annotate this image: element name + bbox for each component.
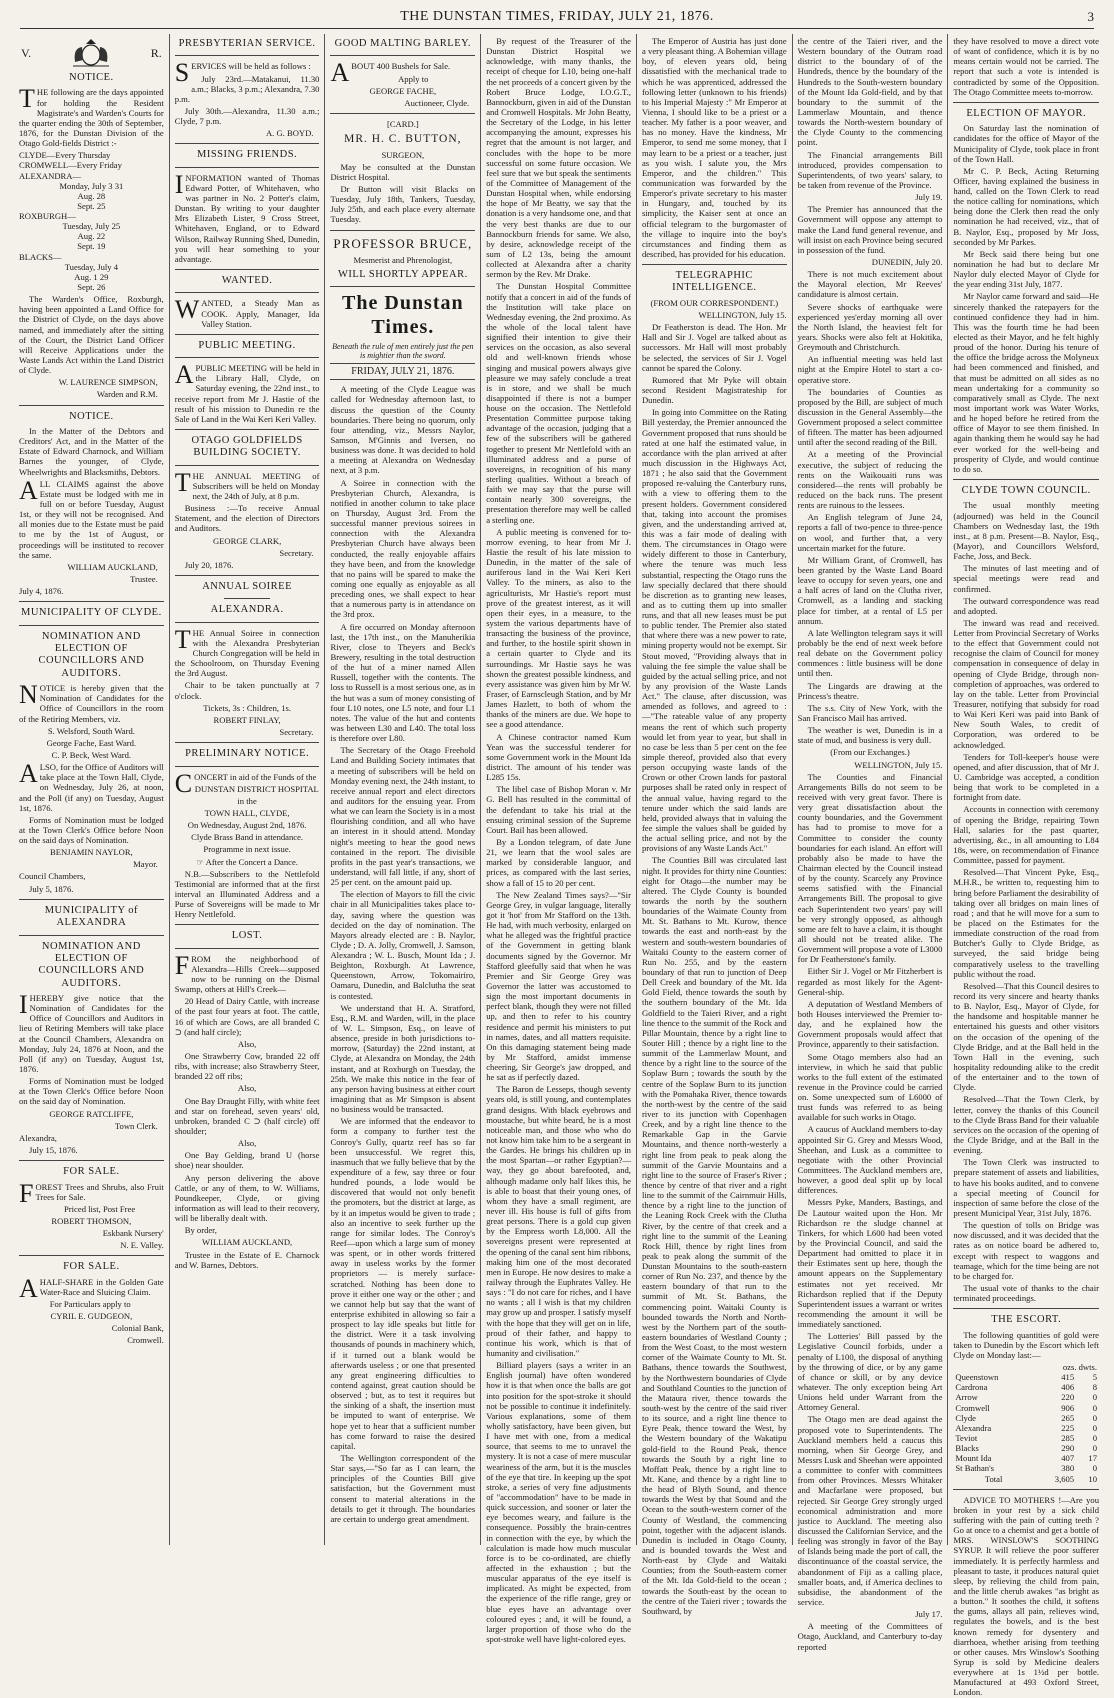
barley-apply: Apply to	[398, 73, 429, 84]
lost-also: Also,	[237, 1083, 257, 1094]
column-5	[637, 34, 793, 1616]
concert-in: in the	[237, 795, 257, 806]
escort-place: Alexandra	[955, 1422, 992, 1433]
divider	[175, 429, 320, 430]
telegram-paragraph: In going into Committee on the Rating Bill yesterday, the Premier announced the Government proposed that runs should be rated at one half the estimated value, in accordance with the plan arrived at after much discussion in the Highways Act, 1871 ; he also said that the Government proposed re-valuing the Canterbury runs, with a view to offering them to the present holders. Government considered that, taking into account the promises given, and the understanding arrived at, this was a fair mode of dealing with them. The circumstances in Otago were widely different to those in Canterbury, where the tenure was much less substantial, respecting the Otago runs the law specially declared that there should be discretion as to granting new leases, and as to cutting them up into smaller runs, and that all new leases must be put to public tender. The Premier also stated that where there was a new power to rate, mining property would not be exempt. Sir Stout moved, "Providing always that in valuing the fee simple the value shall be guided by the actual selling price, and not by any provision of the Waste Lands Act." The clause, after discussion, was amended as follows, and agreed to :—"The rateable value of any property means the rent of which such property would let from year to year, but shall in no case be less than 5 per cent on the fee simple thereof, provided also that every person occupying waste lands of the Crown or other Crown lands for pastoral purposes shall be rated only in respect of the annual value, having regard to the tenure under which the said lands are held, provided always that in valuing the fee simple the values shall be guided by the actual selling price, and not by the provisions of any Waste Lands Act."	[641, 407, 787, 854]
exchange-paragraph: Messrs Pyke, Manders, Bastings, and De Lautour waited upon the Hon. Mr Richardson re the sludge channel at Tinkers, for which L600 had been voted by the Provincial Council, and said the Department had omitted to place it in their Estimates sent up here, though the amount appears on the Supplementary estimates not yet received. Mr Richardson replied that if the Deputy Superintendent issues a warrant or writes recommending the amount it will be immediately sanctioned.	[797, 1197, 943, 1330]
mayor-paragraph: On Saturday last the nomination of candidates for the office of Mayor of the Municipality of Clyde, took place in front of the Town Hall.	[953, 123, 1099, 164]
crest-left-letter: V.	[21, 45, 32, 60]
column-6	[793, 34, 949, 1652]
schedule-line: Sept. 25	[77, 200, 106, 211]
section-heading: THE ESCORT.	[991, 1314, 1062, 1326]
divider	[175, 269, 320, 270]
signature: W. LAURENCE SIMPSON,	[58, 377, 158, 388]
escort-place: Mount Ida	[955, 1453, 992, 1464]
section-heading: MISSING FRIENDS.	[197, 149, 298, 161]
editorial-paragraph: We are informed that the endeavor to form a company to further test the Conroy's Gully, quartz reef has so far been unsuccessful. We regret this, inasmuch that we fully believe that by the expenditure of a few, say three or four hundred pounds, a lode would be discovered that would not only benefit the promoters, but the district at large, as by it an impetus would be given to trade ; also an incentive to seek further up the range for similar lodes. The Conroy's Reef—upon which a large sum of money was spent, or in other words frittered away in useless works by the former proprietors — is merely surface-scratched. Nothing has been done to prove it either one way or the other ; and we cannot help but say that the want of enterprise exhibited in allowing so fair a prospect to lay idle speaks but little for the district. Were it a task involving thousands of pounds in machinery which, if it turned out a blank would be afterwards useless ; or one that presented any great engineering difficulties to contend against, great caution should be observed ; but, as to test it requires but the sinking of a shaft, the insertion must be imputed to want of enterprise. We hope yet to hear that a sufficient number has come forward to raise the desired capital.	[330, 1116, 476, 1451]
columns	[14, 34, 1104, 1698]
land-office-notice: The Warden's Office, Roxburgh, having been appointed a Land Office for the District of Clyde, on the days above named, and immediately after the sitting of the Court, the District Land Officer will Receive Applications under the Waste Lands Act within the Land District of Clyde.	[19, 294, 164, 376]
page-number: 3	[1087, 9, 1094, 24]
column-7	[948, 34, 1104, 1698]
signature-title: N. E. Valley.	[120, 1240, 164, 1251]
schedule-line: Tuesday, July 4	[64, 261, 119, 272]
signature-title: Mayor.	[133, 859, 158, 870]
escort-place: Cardrona	[955, 1382, 988, 1393]
escort-ounces: 415	[1061, 1372, 1075, 1383]
section-heading: ELECTION OF MAYOR.	[966, 107, 1087, 119]
debtors-notice: In the Matter of the Debtors and Creditors' Act, and in the Matter of the Estate of Edward Charnock, and William Barnes the younger, of Clyde, Wheelwrights and Blacksmiths, Debtors.	[19, 425, 164, 477]
news-paragraph: Billiard players (says a writer in an English journal) have often wondered how it is that when once the balls are got into position for the spot-stroke it should not be possible to continue it indefinitely. Various explanations, some of them wholly satisfactory, have been given, but I have met with one, from a medical source, that seems to me to unravel the mystery. It is not a case of mere muscular weariness of the arm, but it is the muscles of the eye that tire. In keeping up the spot stroke, a series of very fine adjustments of "accommodation" have to be made in quick succession, and sooner or later the eye becomes weary, and failure is the consequence. Possibly the brain-centres in connection with the eye, by which the calculation is made how much muscular force is to be co-ordinated, are chiefly affected in the exhaustion ; but the muscular apparatus of the eye itself is implicated. As might be expected, from the experience of the rifle range, grey or blue eyes have an advantage over coloured eyes ; and, it will be found, a larger proportion of those who do the spot-stroke well have light-colored eyes.	[486, 1360, 631, 1644]
royal-crest	[21, 38, 162, 68]
escort-pennyweights: 0	[1092, 1402, 1097, 1413]
escort-table-body	[953, 1362, 1099, 1484]
forms-notice: Forms of Nomination must be lodged at the Town Clerk's Office before Noon on the said day of Nomination.	[19, 1076, 164, 1107]
exchange-paragraph: The Otago men are dead against the proposed vote to Superintendents. The Auckland members held a caucus this morning, when Sir George Grey, and Messrs Lusk and Sheehan were appointed a committee to confer with committees from other Provinces. Messrs Whitaker and Macfarlane were proposed, but rejected. Sir George Grey strongly urged economical administration and more justice to Auckland. The meeting also discussed the Californian Service, and the feeling was strongly in favor of the Bay of Islands being made the port of call, the discontinuance of the coastal service, the abandonment of Fiji as a calling place, smaller boats, and, if America declines to subsidise, the abandonment of the service.	[797, 1414, 943, 1607]
escort-ounces: 406	[1061, 1382, 1075, 1393]
divider	[175, 575, 320, 576]
lost-item: One Bay Draught Filly, with white feet and star on forehead, seven years' old, unbroken, branded C ⊃ (half circle) off shoulder;	[174, 1095, 320, 1137]
council-paragraph: The outward correspondence was read and adopted.	[953, 595, 1099, 616]
mayor-paragraph: Mr Beck said there being but one nomination he had but to declare Mr Naylor duly elected Mayor of Clyde for the year ending 31st July, 1877.	[953, 248, 1099, 290]
escort-row	[953, 1413, 1099, 1423]
nomination-notice: IHEREBY give notice that the Nomination of Candidates for the Office of Councillors and Auditors in lieu of Retiring Members will take place at the Council Chambers, Alexandra on Monday, July 24, 1876 at Noon, and the Poll (if any) on Tuesday, August 1st, 1876.	[19, 990, 164, 1074]
escort-place: Teviot	[955, 1432, 978, 1443]
dateline: DUNEDIN, July 20.	[871, 256, 943, 267]
concert-hall: TOWN HALL, CLYDE,	[204, 807, 290, 818]
concert-dance: ☞ After the Concert a Dance.	[196, 856, 298, 867]
exchange-paragraph: The Lotteries' Bill passed by the Legislative Council forbids, under a penalty of L100, the disposal of anything by the throwing of dice, or by any game of chance or skill, or by any device whatever. The only exception being Art Unions held under Warrant from the Attorney General.	[797, 1331, 943, 1413]
soiree-tickets: Tickets, 3s : Children, 1s.	[203, 702, 291, 713]
signature-title: Trustee in the Estate of E. Charnock and W. Barnes, Debtors.	[174, 1249, 320, 1270]
professor-appear: WILL SHORTLY APPEAR.	[337, 269, 468, 281]
section-subheading: ALEXANDRA.	[210, 604, 284, 616]
advertisement: ADVICE TO MOTHERS !—Are you broken in your rest by a sick child suffering with the pain of cutting teeth ? Go at once to a chemist and get a bottle of MRS. WINSLOW'S SOOTHING SYRUP. It will relieve the poor sufferer immediately. It is perfectly harmless and pleasant to taste, it produces natural quiet sleep, by relieving the child from pain, and the little cherub awakes "as bright as a button." It soothes the child, it softens the gums, allays all pain, relieves wind, regulates the bowels, and is the best known remedy for dysentery and diarrhoea, whether arising from teething or other causes. Mrs Winslow's Soothing Syrup is sold by Medicine dealers everywhere at 1s 1½d per bottle. Manufactured at 493 Oxford Street, London.	[953, 1494, 1099, 1698]
council-paragraph: The Town Clerk was instructed to prepare statement of assets and liabilities, to have his books audited, and to convene a special meeting of Council for inspection of same before the close of the present Municipal Year, 31st July, 1876.	[953, 1157, 1099, 1218]
telegram-paragraph: At a meeting of the Provincial executive, the subject of reducing the rents on the Waikouaiti runs was considered—the rents will probably be reduced on the back runs. The present rents are ruinous to the lessees.	[797, 449, 943, 511]
divider	[19, 1255, 164, 1256]
section-subheading: (From our Exchanges.)	[830, 747, 910, 758]
section-subheading: (FROM OUR CORRESPONDENT.)	[650, 297, 779, 308]
escort-units: ozs. dwts.	[1062, 1362, 1097, 1372]
signature: A. G. BOYD.	[265, 128, 314, 139]
lost-reward: Any person delivering the above Cattle, or any of them, to W. Williams, Poundkeeper, Clyde, or giving information as will lead to their recovery, will be liberally dealt with.	[174, 1172, 320, 1224]
service-notice: SERVICES will be held as follows :	[174, 58, 311, 88]
escort-total-row	[953, 1474, 1099, 1484]
concert-date: On Wednesday, August 2nd, 1876.	[187, 820, 307, 831]
escort-row	[953, 1423, 1099, 1433]
missing-notice: INFORMATION wanted of Thomas Edward Potter, of Whitehaven, who was partner in No. 2 Potter's claim, Dunstan. By writing to your daughter Mrs Elizabeth Lister, 9 Cross Street, Whitehaven, England, or to Edward Wilson, Railway Running Shed, Dunedin, you will hear something to your advantage.	[174, 169, 320, 264]
escort-ounces: 285	[1061, 1432, 1075, 1443]
escort-pennyweights: 0	[1092, 1422, 1097, 1433]
divider	[175, 292, 320, 293]
meeting-notice: APUBLIC MEETING will be held in the Library Hall, Clyde, on Saturday evening, the 22nd inst., to receive report from Mr J. Hastie of the result of his mission to Dunedin re the Sale of Land in the Wai Keri Keri Valley.	[174, 360, 320, 424]
schedule-line: ROXBURGH—	[19, 211, 76, 222]
council-paragraph: Resolved—That Vincent Pyke, Esq., M.H.R., be written to, requesting him to bring before Parliament the desirability of taking over all bridges on main lines of road ; and that he will move for a sum to be placed on the Estimates for the immediate construction of the road from Butcher's Gully to Clyde Bridge, as surveyed, the said bridge being comparatively useless to the travelling public without the road.	[953, 867, 1099, 979]
schedule-line: Sept. 26	[77, 282, 106, 293]
divider	[330, 113, 475, 114]
divider	[175, 622, 320, 623]
section-heading: CLYDE TOWN COUNCIL.	[961, 485, 1091, 496]
dateline: WELLINGTON, July 15.	[854, 759, 943, 770]
escort-row	[953, 1382, 1099, 1392]
society-notice: THE ANNUAL MEETING of Subscribers will be held on Monday next, the 24th of July, at 8 p.m.	[174, 467, 320, 502]
section-heading: ANNUAL SOIREE	[202, 581, 293, 593]
section-heading: GOOD MALTING BARLEY.	[334, 38, 471, 49]
divider	[175, 167, 320, 168]
divider	[330, 230, 475, 231]
coat-of-arms-icon	[69, 38, 113, 68]
dateline: July 17.	[915, 1609, 943, 1620]
news-paragraph: The Dunstan Hospital Committee notify that a concert in aid of the funds of the Institution will take place on Wednesday evening, the 2nd proximo. As the whole of the local talent have signified their intention to give their services on the occasion, as also several old and well-known friends whose singing and musical powers always give pleasure we may safely conclude a treat is in store, and we shall be much disappointed if there is not a bumper house on the occasion. The Nettlefold Presentation Committee purpose taking advantage of the occasion, judging that a few of the subscribers will be gathered together to present Mr Nettlefold with an illuminated address and a purse of sovereigns, in recognition of his many sterling qualities. Without a breach of faith we may say that the purse will contain nearly 300 sovereigns, the presentation therefore may well be called a sterling one.	[486, 281, 631, 525]
signature: ROBERT THOMSON,	[51, 1215, 132, 1226]
news-paragraph: The libel case of Bishop Moran v. Mr G. Bell has resulted in the committal of the defendant to take his trial at the ensuing criminal session of the Supreme Court. Bail has been allowed.	[486, 784, 631, 835]
signature: BENJAMIN NAYLOR,	[49, 847, 133, 858]
council-paragraph: The question of tolls on Bridge was now discussed, and it was decided that the rates as on notice board be adhered to, except with respect to waggons and teamage, which for the time being are not to be charged for.	[953, 1220, 1099, 1281]
section-heading: MUNICIPALITY OF CLYDE.	[21, 607, 162, 619]
divider	[953, 1489, 1099, 1490]
divider	[175, 143, 320, 144]
council-paragraph: Resolved—That the Town Clerk, by letter, convey the thanks of this Council to the Clyde Brass Band for their valuable services on the occasion of the opening of the Clyde Bridge, and at the Ball in the evening.	[953, 1094, 1099, 1156]
divider	[175, 948, 320, 949]
news-paragraph: A Chinese contractor named Kum Yean was the successful tenderer for some Government work in the Mount Ida district. The amount of his tender was L285 15s.	[486, 731, 631, 783]
council-paragraph: Resolved—That this Council desires to record its very sincere and hearty thanks to B. Naylor, Esq., Mayor of Clyde, for the handsome and hospitable manner he entertained his guests and other visitors on the occasion of the opening of the Clyde Bridge, and at the Ball held in the Town Hall in the evening, such hospitality redounding alike to the credit of the entertainer and to the town of Clyde.	[953, 980, 1099, 1093]
divider	[642, 264, 787, 265]
court-days-notice: THE following are the days appointed for holding the Resident Magistrate's and Warden's Courts for the quarter ending the 30th of September, 1876, for the Dunstan Division of the Otago Gold-fields District :-	[19, 84, 164, 149]
divider	[175, 742, 320, 743]
schedule-line: BLACKS—	[19, 251, 62, 262]
escort-ounces: 906	[1061, 1402, 1075, 1413]
editorial-paragraph: The Secretary of the Otago Freehold Land and Building Society intimates that a meeting of subscribers will be held on Monday evening next, the 24th instant, to receive annual report and elect directors and auditors for the ensuing year. From what we can learn the Society is in a most flourishing condition, and all who have an interest in it should attend. Monday night's meeting to hear the good news contained in the report. The divisible profits in the past year's transactions, we understand, will fall little, if any, short of 25 per cent. on the amount paid up.	[330, 745, 476, 888]
divider	[175, 924, 320, 925]
escort-row	[953, 1453, 1099, 1463]
signature: CYRIL E. GUDGEON,	[50, 1311, 133, 1322]
concert-notice: CONCERT in aid of the Funds of the	[174, 768, 317, 798]
signature: WILLIAM AUCKLAND,	[201, 1237, 293, 1248]
schedule-line: Sept. 19	[77, 241, 106, 252]
auditors-notice: ALSO, for the Office of Auditors will take place at the Town Hall, Clyde, on Wednesday, July 26, at noon, and the Poll (if any) on Tuesday, August 1st, 1876.	[19, 759, 164, 813]
exchange-paragraph: A caucus of Auckland members to-day appointed Sir G. Grey and Messrs Wood, Sheehan, and Lusk as a committee to negotiate with the other Provincial Committees. The Auckland members are, however, a good deal split up by local differences.	[797, 1124, 943, 1196]
news-paragraph: By request of the Treasurer of the Dunstan District Hospital we acknowledge, with many thanks, the receipt of cheque for L10, being one-half the net proceeds of a concert given by the Robert Bruce Lodge, I.O.G.T., Bannockburn, given in aid of the Dunstan and Cromwell Hospitals. Mr John Beatty, the Secretary of the Lodge, in his letter accompanying the amount, expresses his regret that the amount is not larger, and concludes with the hope to be more successful on some future occasion. We feel sure that we but speak the sentiments of the Committee of Management of the Dunstan Hospital when, while endorsing the hope of Mr Beatty, we say that the donation is a very handsome one, and that the very best thanks are due to our Bannockburn friends for same. We also, by desire, acknowledge receipt of the sum of L2 13s, being the amount collected at Alexandra after a charity sermon by the Rev. Mr Drake.	[486, 36, 631, 280]
concert-band: Clyde Brass Band in attendance.	[191, 832, 304, 843]
newspaper-motto: Beneath the rule of men entirely just the pen is mightier than the sword.	[332, 341, 474, 361]
telegram-paragraph: The weather is wet, Dunedin is in a state of mud, and business is very dull.	[797, 725, 943, 746]
crest-right-letter: R.	[150, 45, 162, 60]
lost-also: Also,	[237, 1038, 257, 1049]
escort-ounces: 225	[1061, 1422, 1075, 1433]
notice-place: Alexandra,	[19, 1132, 57, 1143]
signature: GEORGE RATCLIFFE,	[49, 1108, 134, 1119]
divider	[175, 357, 320, 358]
column-2	[170, 34, 326, 1545]
exchange-paragraph: Some Otago members also had an interview, in which he said that public works to the full extent of the estimated revenue in the Province could be carried on. Some unexpected sum of L6000 of trust funds was referred to as being available for such works in Otago.	[797, 1051, 943, 1123]
telegram-paragraph: The boundaries of Counties as proposed by the Bill, are subject of much discussion in the General Assembly—the Government proposed a select committee of fifteen. The matter has been adjourned until after the second reading of the Bill.	[797, 386, 943, 448]
news-paragraph: The Baron de Lesseps, though seventy years old, is still young, and contemplates grand designs. With black eyebrows and moustache, but white beard, he is a most noticeable man, and those who who do not know him take him to be a sergeant in the Gardes. He brings his children up in the most Spartan—or rather Egyptian?—way, they go about barefooted, and, although madame only half likes this, he is able to boast that their young ones, of whom they have a small regiment, are never ill. His house is full of gifts from great persons. There is a gold cup given by the Empress worth L8,000. All the sovereigns present were represented at the opening of the canal sent him ribbons, making him one of the most decorated men in Europe. He now desires to make a railway through the Euphrates Valley. He says : "I do not care for riches, and I have no wants ; all I wish is that my children may grow up and prosper. I satisfy myself with the hope that they will get on in life, proud of their father, and happy to continue his work, which is that of humanity and civilisation."	[486, 1084, 631, 1358]
divider	[953, 102, 1099, 103]
notice-heading: NOTICE.	[69, 72, 114, 83]
professor-heading: PROFESSOR BRUCE,	[333, 235, 473, 251]
council-paragraph: Tenders for Toll-keeper's house were opened, and after discussion, that of Mr J. U. Cambridge was accepted, a condition being that work to be completed in a fortnight from date.	[953, 751, 1099, 803]
editorial-paragraph: The election of Mayors to fill the civic chair in all Municipalities takes place to-day, saving where the question was decided on the day of nomination. The Mayors already elected are : B. Naylor, Clyde ; D. A. Jolly, Cromwell, J. Samson, Alexandra ; W. L. Busch, Mount Ida ; J. Beighton, Roxburgh. At Lawrence, Queenstown, Arrow, Tokomairiro, Oamaru, Dunedin, and Balclutha the seat is contested.	[330, 889, 476, 1001]
mayor-paragraph: Mr C. P. Beck, Acting Returning Officer, having explained the business in hand, called on the Town Clerk to read the notice calling for nominations, which being done the Clerk then read the only nomination he had received, viz., that of B. Naylor, Esq., proposed by Mr Joss, seconded by Mr Parkes.	[953, 165, 1099, 247]
news-paragraph: A public meeting is convened for to-morrow evening, to hear from Mr J. Hastie the result of his late mission to Dunedin, in the matter of the sale of auriferous land in the Wai Keri Keri Valley. To the miners, as also to the agriculturists, Mr Hastie's report must prove of the greatest interest, as it will open their eyes, in a measure, to the system the various departments have of transacting the business of the province, and further, to the hostile spirit shown in a certain quarter to Clyde and its surroundings. Mr Hastie says he was shown the greatest possible kindness, and every assistance was given him by Mr W. Fraser, of Earnscleugh Station, and by Mr James Hazlett, to both of whom the thanks of the miners are due. We hope to see a good attendance.	[486, 526, 631, 730]
escort-total-pennyweights: 10	[1088, 1473, 1097, 1484]
escort-pennyweights: 5	[1092, 1372, 1097, 1383]
escort-row	[953, 1433, 1099, 1443]
lost-order: By order,	[184, 1225, 217, 1236]
escort-ounces: 220	[1061, 1392, 1075, 1403]
editorial-paragraph: The Wellington correspondent of the Star says,—"So far as I can learn, the principles of the Counties Bill give satisfaction, but the Government must consent to material alterations in the details to get it through. The boundaries are certain to undergo great amendment.	[330, 1452, 476, 1524]
telegram-paragraph: A late Wellington telegram says it will probably be the end of next week before real debate on the Government policy commences : little business will be done until then.	[797, 627, 943, 679]
sale-price: Priced list, Post Free	[64, 1203, 136, 1214]
society-business: Business :—To receive Annual Statement, and the election of Directors and Auditors.	[174, 503, 320, 534]
telegram-paragraph: the centre of the Taieri river, and the Western boundary of the Outram road district to the boundary of of the Hundreds, thence by the boundary of the Hundreds to the South-western boundary of the Mount Ida Gold-field, and by that boundary to the summit of the Lammerlaw Mountain, and thence towards the North-western boundary of the Clyde County to the commencing point.	[797, 36, 943, 148]
nomination-notice: NOTICE is hereby given that the Nomination of Candidates for the Office of Councillors in the room of the Retiring Members, viz.	[19, 680, 164, 724]
exchange-paragraph: they have resolved to move a direct vote of want of confidence, which it is by no means certain would not be carried. The report that such a vote is intended is contradicted by some of the Opposition. The Otago Committee meets to-morrow.	[953, 36, 1099, 97]
council-paragraph: The minutes of last meeting and of special meetings were read and confirmed.	[953, 563, 1099, 594]
court-schedule	[19, 150, 164, 292]
telegram-paragraph: The Lingards are drawing at the Princess's theatre.	[797, 680, 943, 701]
divider	[175, 766, 320, 767]
barley-notice: ABOUT 400 Bushels for Sale.	[330, 58, 451, 88]
retiring-member: George Fache, East Ward.	[46, 737, 137, 748]
editorial-paragraph: We understand that H. A. Stratford, Esq., R.M. and Warden, will, in the place of W. L. Simpson, Esq., on leave of absence, preside in both jurisdictions to-morrow, (Saturday) the 22nd instant, at Clyde, at Alexandra on Monday, the 24th instant, and at Roxburgh on Tuesday, the 25th. We make this notice in the fear of any person having business at either court imagining that as Mr Simpson is absent no business would be transacted.	[330, 1002, 476, 1115]
page-header-title: THE DUNSTAN TIMES, FRIDAY, JULY 21, 1876.	[400, 9, 714, 24]
divider	[330, 55, 475, 56]
signature-title: Secretary.	[279, 727, 314, 738]
schedule-line: Aug. 22	[77, 231, 106, 242]
divider	[330, 286, 475, 287]
divider	[224, 598, 270, 599]
schedule-line: Monday, July 3 31	[59, 180, 124, 191]
escort-pennyweights: 0	[1092, 1432, 1097, 1443]
council-paragraph: Accounts in connection with ceremony of opening the Bridge, repairing Town Hall, salaries for the past quarter, advertising, &c., in all amounting to L84 18s, were, on recommendation of Finance Committee, passed for payment.	[953, 804, 1099, 866]
escort-ounces: 290	[1061, 1443, 1075, 1454]
council-paragraph: The inward was read and received. Letter from Provincial Secretary of Works to the effect that Government could not recognise the claim of Council for money compensation in consequence of delay in opening of Clyde Bridge, through non-completion of approaches, was ordered to lay on the table. Letter from Provincial Treasurer, notifying that subsidy for road to Wai Keri Keri was paid into Bank of New South Wales, to credit of Corporation, was ordered to be acknowledged.	[953, 617, 1099, 750]
telegram-paragraph: Mr William Grant, of Cromwell, has been granted by the Waste Land Board leave to occupy for seven years, one and a half acres of land on the Clutha river, Cromwell, as a landing and stacking place for timber, at a rental of L5 per annum.	[797, 554, 943, 626]
escort-ounces: 265	[1061, 1412, 1075, 1423]
telegram-paragraph: The Premier has announced that the Government will oppose any attempt to make the Land fund general revenue, and will insist on each Province being secured in possession of the fund.	[797, 204, 943, 255]
signature-title: Trustee.	[130, 573, 158, 584]
divider	[19, 1160, 164, 1161]
edition-date: FRIDAY, JULY 21, 1876.	[330, 363, 475, 381]
divider	[953, 1308, 1099, 1309]
concert-programme: Programme in next issue.	[203, 844, 291, 855]
divider	[19, 625, 164, 626]
signature: GEORGE CLARK,	[212, 535, 282, 546]
nettlefold-notice: N.B.—Subscribers to the Nettlefold Testimonial are informed that at the first interval an Illuminated Address and a Purse of Sovereigns will be made to Mr Henry Nettlefold.	[174, 868, 320, 920]
service-line: July 23rd.—Matakanui, 11.30 a.m.; Blacks, 3 p.m.; Alexandra, 7.30 p.m.	[174, 73, 320, 104]
divider	[175, 334, 320, 335]
forms-notice: Forms of Nomination must be lodged at the Town Clerk's Office before Noon on the said days of Nomination.	[19, 814, 164, 846]
signature-title: Warden and R.M.	[96, 389, 158, 400]
editorial-paragraph: A Soiree in connection with the Presbyterian Church, Alexandra, is notified in another column to take place on Thursday, August 3rd. From the successful manner previous soirees in connection with the Alexandra Presbyterian Church have always been conducted, the really enjoyable affairs they have been, and from the knowledge that no pains will be spared to make the coming one equally as enjoyable as all preceding ones, we shall expect to hear that a numerous party is in attendance on the 3rd prox.	[330, 477, 476, 620]
claims-notice: ALL CLAIMS against the above Estate must be lodged with me in full on or before Tuesday, August 1st, or they will not be recognised. And all monies due to the Estate must be paid to me by the 1st of August, or proceedings will be instituted to recover the same.	[19, 475, 164, 560]
telegram-paragraph: The Counties Bill was circulated last night. It provides for thirty nine Counties: eight for Otago—the number may be altered. The Clyde County is bounded towards the north by the southern boundaries of the Waimate County from Mt. St. Bathans to Mt. Kurow, thence towards the east and north-east by the western and south-western boundaries of Waitaki County to the eastern corner of Run No. 255, and by the eastern boundary of that run to junction of Deep Dell Creek and boundary of the Mt. Ida Gold Field, thence towards the south by the southern boundary of the Mt. Ida Goldfield to the Taieri River, and a right line thence to the summit of the Rock and Pillar Mountain, thence by a right line to Souter Hill ; thence by a right line to the summit of the Lammerlaw Mount, and thence by a right line to the source of the Soplaw Burn ; towards the south by the centre of the Soplaw Burn to its junction with the Pomahaka River, thence towards the north-west by the centre of the said river to its junction with Copenhagen Creek, and by a right line thence to the Remarkable Gap in the Garvie Mountains, and thence north-westerly a right line from peak to peak along the summit of the Garvie Mountains and a right line to the source of Fraser's River ; thence by centre of that river and a right line to the summit of the Cairnmuir Hills, thence by a right line to the junction of the Leaning Rock Creek with the Clutha River, by the centre of that creek and a right line to the summit of the Leaning Rock Hill, thence by right lines from peak to peak along the summit of the Dunstan Mountains to the south-eastern corner of Run No. 237, and thence by the eastern boundary of that run to the summit of Mt. St. Bathans, the commencing point. Waitaki County is bounded towards the North and North-west by the Northern part of the south-eastern boundaries of Westland County ; from the West Coast, to the most western corner of the Waimate County to Mt. St. Bathans, thence towards the Southwest, by the Northwestern boundaries of Clyde and Southland Counties to the junction of the Mataura river, thence towards the south-west by the centre of the said river to its source, and a right line thence to Eyre Peak, thence toward the West, by the Western boundary of the Wakatipu gold-field to the Round Peak, thence towards the South by a right line to Moffatt Peak, thence by a right line to Mt. Kane, and thence by a right line to the head of Blyth Sound, and thence towards the West by that Sound and the Ocean to the south-western corner of the County of Westland, the commencing point, together with the adjacent islands. Dunedin is included in Otago County, and is bounded towards the West and North-east by Clyde and Waitaki Counties; from the South-eastern corner of the Mt. Ida Gold-field to the ocean ; towards the South-east by the ocean to the centre of the Taieri river ; towards the Southward, by	[641, 855, 787, 1616]
divider	[19, 601, 164, 602]
wanted-notice: WANTED, a Steady Man as COOK. Apply, Manager, Ida Valley Station.	[174, 295, 320, 329]
escort-ounces: 380	[1061, 1463, 1075, 1474]
exchange-paragraph: A meeting of the Committees of Otago, Auckland, and Canterbury to-day reported	[797, 1621, 943, 1652]
escort-row	[953, 1443, 1099, 1453]
section-heading: WANTED.	[221, 275, 273, 286]
section-heading: PRELIMINARY NOTICE.	[185, 748, 310, 760]
council-paragraph: The usual vote of thanks to the chair terminated proceedings.	[953, 1282, 1099, 1304]
signature-title: Auctioneer, Clyde.	[404, 97, 470, 108]
mayor-paragraph: Mr Naylor came forward and said—He sincerely thanked the ratepayers for the continued confidence they had in him. This was the fourth time he had been elected as their Mayor, and he felt highly proud of the honor. During his tenure of the office the bridge across the Molyneux had been commenced and finished, and that must be admitted on all sides as no mean undertaking for a community so comparatively small as Clyde. The next most important work was Water Works, and he hoped before he retired from the office of Mayor to see them finished. In again thanking them he would say he had ever worked for the well-being and prosperity of Clyde, and would continue to do so.	[953, 291, 1099, 474]
notice-date: July 4, 1876.	[19, 586, 64, 597]
notice-date: July 20, 1876.	[184, 559, 234, 570]
surgeon-notice: May be consulted at the Dunstan District Hospital.	[330, 161, 476, 182]
section-heading: NOMINATION AND ELECTION OF COUNCILLORS AND AUDITORS.	[38, 940, 145, 989]
notice-place: Council Chambers,	[19, 871, 86, 882]
telegram-paragraph: Rumored that Mr Pyke will obtain second Resident Magistrateship for Dunedin.	[641, 374, 787, 406]
sale-particulars: For Particulars apply to	[49, 1299, 131, 1309]
divider	[175, 55, 320, 56]
section-heading: OTAGO GOLDFIELDS BUILDING SOCIETY.	[191, 435, 303, 459]
dateline: WELLINGTON, July 15.	[698, 309, 787, 320]
escort-pennyweights: 0	[1092, 1463, 1097, 1474]
soiree-chair: Chair to be taken punctually at 7 o'clock.	[174, 680, 320, 701]
card-label: [CARD.]	[386, 118, 419, 129]
news-paragraph: The Emperor of Austria has just done a very pleasant thing. A Bohemian village boy, of eleven years old, being dissatisfied with the mechanical trade to which he was apprenticed, addressed the following letter (unknown to his friends) to his Imperial Majesty :" Mr Emperor at Vienna, I should like to be a priest or a teacher. My father is a poor weaver, and has no money. Have the kindness, Mr Emperor, to send me some money, that I may learn to be a priest or a teacher, just as you wish. I salute you, the Mrs Emperor, and the children." This communication was forwarded by the Emperor's private secretary to his master in Hungary, and, touched by its simplicity, the Kaiser sent at once an official telegram to the burgomaster of the village to inquire into the boy's circumstances and finding them as described, has provided for his education.	[641, 36, 787, 259]
signature: ROBERT FINLAY,	[213, 714, 281, 725]
notice-heading: NOTICE.	[69, 410, 114, 422]
divider	[19, 405, 164, 406]
escort-place: Cromwell	[955, 1402, 990, 1413]
schedule-line: Tuesday, July 25	[62, 221, 121, 232]
telegram-paragraph: An English telegram of June 24, reports a fall of two-pence to three-pence on wool, and further that, a very uncertain market for the future.	[797, 512, 943, 553]
telegram-paragraph: Severe shocks of earthquake were experienced yes'erday morning all over the North Island, the heaviest felt for years. Shocks were also felt at Hokitika, Greymouth and Christchurch.	[797, 301, 943, 353]
escort-units-row	[953, 1362, 1099, 1372]
section-heading: PUBLIC MEETING.	[198, 339, 296, 351]
notice-date: July 5, 1876.	[29, 883, 74, 894]
lost-item: 20 Head of Dairy Cattle, with increase of the past four years at foot. The cattle, 16 of which are Cows, are all branded C ⊃ (and half circle);	[174, 996, 320, 1037]
escort-row	[953, 1392, 1099, 1402]
signature: WILLIAM AUCKLAND,	[67, 561, 158, 572]
sale-notice: FOREST Trees and Shrubs, also Fruit Trees for Sale.	[19, 1178, 164, 1208]
section-heading: LOST.	[231, 930, 263, 942]
signature-title: Cromwell.	[127, 1335, 164, 1346]
editorial-paragraph: A meeting of the Clyde League was called for Wednesday afternoon last, to discuss the question of the County boundaries. There being no quorum, only four attending, viz., Messrs Naylor, Samson, M'Ginnis and Iversen, no business was done. It was decided to hold a meeting at Alexandra on Wednesday next, at 3 p.m.	[330, 384, 476, 476]
news-paragraph: By a London telegram, of date June 21, we learn that the wool sales are marked by considerable languor, and prices, as compared with the last series, show a fall of 15 to 20 per cent.	[486, 836, 631, 888]
news-paragraph: The New Zealand Times says?—"Sir George Grey, in vulgar language, literally got it 'hot' from Mr Stafford on the 13th. He had, with much verbosity, enlarged on what he alleged was the frightful practice of the Government in getting blank documents signed by the Governor. Mr Stafford gleefully said that when he was Premier and Sir George Grey was Governor the latter was accustomed to sign the most important documents in perfect blank, though they were not filled up, and then to refer to his country residence and permit his ministers to put in names, dates, and all matters requisite. On this damaging statement being made by Mr Stafford, amidst immense cheering, Sir George's jaw dropped, and he sat as if perfectly dazed.	[486, 889, 631, 1083]
surgeon-visits: Dr Button will visit Blacks on Tuesday, July 18th, Tankers, Tuesday, July 25th, and each place every alternate Tuesday.	[330, 184, 476, 225]
escort-ounces: 407	[1061, 1453, 1075, 1464]
notice-date: July 15, 1876.	[29, 1144, 78, 1155]
lost-item: One Strawberry Cow, branded 22 off ribs, with increase; also Strawberry Steer, branded 22 off ribs;	[174, 1051, 320, 1082]
telegram-paragraph: The s.s. City of New York, with the San Francisco Mail has arrived.	[797, 702, 943, 723]
retiring-member: C. P. Beck, West Ward.	[51, 749, 132, 760]
column-3	[325, 34, 481, 1545]
schedule-line: Aug. 1 29	[74, 271, 109, 282]
exchange-paragraph: Either Sir J. Vogel or Mr Fitzherbert is regarded as most likely for the Agent-General-ship.	[797, 966, 943, 997]
signature: GEORGE FACHE,	[369, 85, 437, 96]
escort-row	[953, 1403, 1099, 1413]
section-heading: TELEGRAPHIC INTELLIGENCE.	[672, 270, 757, 294]
signature-title: Secretary.	[279, 547, 314, 558]
editorial-paragraph: A fire occurred on Monday afternoon last, the 17th inst., on the Manuherikia River, close to Theyers and Beck's Brewery, resulting in the total destruction of the hut of a miner named Allen Russell, together with the contents. The loss to Russell is a most serious one, as in the hut was a sum of money consisting of four L10 notes, one L5 note, and four L1 notes. The value of the hut and contents was between L30 and L40. The total loss is therefore over L80.	[330, 621, 476, 744]
column-4	[481, 34, 637, 1644]
escort-pennyweights: 8	[1092, 1382, 1097, 1393]
schedule-line: CLYDE—Every Thursday	[19, 150, 111, 161]
column-1	[14, 34, 170, 1545]
escort-table	[953, 1362, 1099, 1484]
section-heading: NOMINATION AND ELECTION OF COUNCILLORS AND AUDITORS.	[38, 630, 145, 679]
escort-total-ounces: 3,605	[1054, 1473, 1075, 1484]
telegram-paragraph: There is not much excitement about the Mayoral election, Mr Reeves' candidature is almost certain.	[797, 269, 943, 300]
section-heading: MUNICIPALITY of ALEXANDRA	[44, 904, 139, 929]
telegram-paragraph: The Financial arrangements Bill introduced, provides compensation to Superintendents, of two years' salary, to be taken from revenue of the Province.	[797, 149, 943, 190]
escort-place: Blacks	[955, 1443, 979, 1454]
signature-title: Town Clerk.	[114, 1120, 158, 1131]
escort-place: Arrow	[955, 1392, 978, 1403]
escort-total-label: Total	[984, 1473, 1003, 1484]
escort-row	[953, 1372, 1099, 1382]
schedule-line: Aug. 28	[77, 190, 106, 201]
divider	[19, 899, 164, 900]
escort-intro: The following quantities of gold were taken to Dunedin by the Escort which left Clyde on Monday last:—	[953, 1329, 1099, 1360]
escort-place: St Bathan's	[955, 1463, 994, 1474]
escort-pennyweights: 0	[1092, 1392, 1097, 1403]
exchange-paragraph: A deputation of Westland Members of both Houses interviewed the Premier to-day, and he explained how the Government proposals would affect that Province, apparently to their satisfaction.	[797, 998, 943, 1050]
escort-place: Queenstown	[955, 1372, 999, 1383]
escort-pennyweights: 0	[1092, 1443, 1097, 1454]
section-heading: PRESBYTERIAN SERVICE.	[178, 38, 316, 49]
divider	[953, 479, 1099, 480]
exchange-paragraph: The Counties and Financial Arrangements Bills do not seem to be received with very great favor. There is very great dissatisfaction about the county boundaries, and the Government has had to promise to move for a Committee to consider the county boundaries for each island. An effort will probably also be made to have the Chairman elected by the Council instead of by the county. Scarcely any Province seems satisfied with the Financial Arrangements Bill. The proposal to give each Superintendent two years' pay will be very strongly opposed, as although some are felt to have a claim, it is thought all should not be treated alike. The Government will propose a vote of L3000 for Dr Featherstone's family.	[797, 771, 943, 965]
newspaper-flag: The Dunstan Times.	[342, 292, 464, 339]
page-header	[20, 6, 1094, 29]
surgeon-name: MR. H. C. BUTTON,	[344, 133, 462, 146]
divider	[175, 465, 320, 466]
escort-pennyweights: 0	[1092, 1412, 1097, 1423]
section-heading: FOR SALE.	[63, 1166, 120, 1178]
professor-subtitle: Mesmerist and Phrenologist,	[353, 254, 453, 265]
telegram-paragraph: An influential meeting was held last night at the Empire Hotel to start a co-operative store.	[797, 354, 943, 385]
schedule-line: ALEXANDRA—	[19, 170, 82, 181]
soiree-notice: THE Annual Soiree in connection with the Alexandra Presbyterian Church Congregation will be held in the Schoolroom, on Thursday Evening the 3rd August.	[174, 624, 320, 679]
escort-row	[953, 1463, 1099, 1473]
sale-notice: AHALF-SHARE in the Golden Gate Water-Race and Sluicing Claim.	[19, 1273, 164, 1303]
surgeon-title: SURGEON,	[381, 149, 425, 160]
council-paragraph: The usual monthly meeting (adjourned) was held in the Council Chambers on Wednesday last, the 19th inst., at 8 p.m. Present—B. Naylor, Esq., (Mayor), and Councillors Welsford, Fache, Joss, and Beck.	[953, 500, 1099, 562]
schedule-line: CROMWELL—Every Friday	[19, 160, 122, 171]
lost-notice: FROM the neighborhood of Alexandra—Hills Creek—supposed now to be running on the Dismal Swamp, others at Hill's Creek—	[174, 950, 320, 995]
lost-item: One Bay Gelding, brand U (horse shoe) near shoulder.	[174, 1150, 320, 1171]
signature-title: Colonial Bank,	[111, 1323, 164, 1334]
retiring-member: S. Welsford, South Ward.	[47, 725, 135, 736]
signature-title: Eskbank Nursery'	[102, 1228, 164, 1239]
section-heading: FOR SALE.	[63, 1261, 120, 1273]
telegram-paragraph: Dr Featherston is dead. The Hon. Mr Hall and Sir J. Vogel are talked about as successors. Mr Hall will most probably be selected, the services of Sir J. Vogel cannot be spared the Colony.	[641, 322, 787, 373]
escort-pennyweights: 17	[1088, 1453, 1097, 1464]
service-line: July 30th.—Alexandra, 11.30 a.m.; Clyde, 7 p.m.	[174, 105, 320, 127]
escort-place: Clyde	[955, 1412, 976, 1423]
lost-also: Also,	[237, 1138, 257, 1149]
concert-hospital: DUNSTAN DISTRICT HOSPITAL	[194, 783, 319, 794]
divider	[19, 935, 164, 936]
dateline: July 19.	[915, 192, 943, 203]
